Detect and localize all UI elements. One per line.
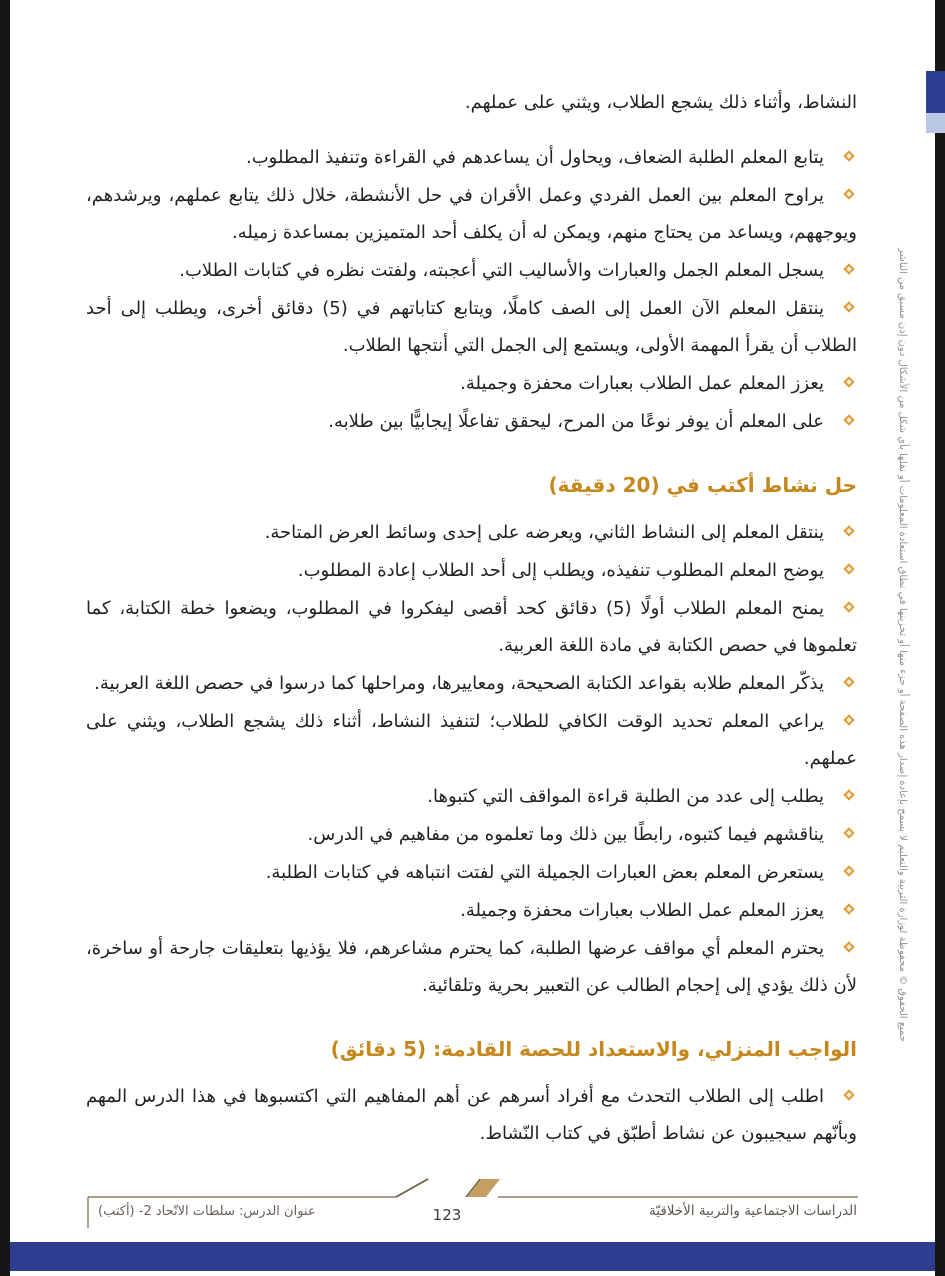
list-item: [86, 930, 857, 1004]
diamond-bullet-icon: [843, 525, 854, 536]
list-item-text: ينتقل المعلم إلى النشاط الثاني، ويعرضه على إحدى وسائط العرض المتاحة.: [264, 522, 824, 543]
list-item: [86, 665, 857, 702]
chapter-tab-light-blue: [926, 113, 945, 133]
list-item: [86, 139, 857, 176]
paragraph-continuation: النشاط، وأثناء ذلك يشجع الطلاب، ويثني على عملهم.: [464, 92, 857, 113]
list-item-text: يسجل المعلم الجمل والعبارات والأساليب التي أعجبته، ولفتت نظره في كتابات الطلاب.: [179, 260, 824, 281]
list-item-text: يوضح المعلم المطلوب تنفيذه، ويطلب إلى أحد الطلاب إعادة المطلوب.: [297, 560, 824, 581]
page-content: [86, 84, 857, 1153]
diamond-bullet-icon: [843, 714, 854, 725]
diamond-bullet-icon: [843, 601, 854, 612]
list-item-text: يراعي المعلم تحديد الوقت الكافي للطلاب؛ لتنفيذ النشاط، أثناء ذلك يشجع الطلاب، ويثني على عملهم.: [86, 711, 857, 769]
list-item-text: يتابع المعلم الطلبة الضعاف، ويحاول أن يساعدهم في القراءة وتنفيذ المطلوب.: [245, 147, 824, 168]
diamond-bullet-icon: [843, 789, 854, 800]
footer-lesson-title: عنوان الدرس: سلطات الاتّحاد 2- (أكتب): [98, 1204, 316, 1219]
list-item: [86, 252, 857, 289]
bullet-list-homework: [86, 1078, 857, 1152]
list-item-text: يستعرض المعلم بعض العبارات الجميلة التي لفتت انتباهه في كتابات الطلبة.: [265, 862, 824, 883]
list-item: [86, 552, 857, 589]
list-item: [86, 365, 857, 402]
bullet-list-reading-activity: [86, 139, 857, 440]
chapter-tab-dark-blue: [926, 71, 945, 113]
diamond-bullet-icon: [843, 188, 854, 199]
diamond-bullet-icon: [843, 263, 854, 274]
diamond-bullet-icon: [843, 301, 854, 312]
list-item-text: يطلب إلى عدد من الطلبة قراءة المواقف التي كتبوها.: [427, 786, 824, 807]
list-item: [86, 892, 857, 929]
list-item: [86, 778, 857, 815]
diamond-bullet-icon: [843, 1089, 854, 1100]
list-item-text: يمنح المعلم الطلاب أولًا (5) دقائق كحد أقصى ليفكروا في المطلوب، ويضعوا خطة الكتابة، كما تعلموها في حصص الكتابة في مادة اللغة العربية.: [86, 598, 857, 656]
list-item: [86, 590, 857, 664]
list-item-text: على المعلم أن يوفر نوعًا من المرح، ليحقق تفاعلًا إيجابيًّا بين طلابه.: [328, 411, 824, 432]
diamond-bullet-icon: [843, 941, 854, 952]
list-item-text: يذكّر المعلم طلابه بقواعد الكتابة الصحيحة، ومعاييرها، ومراحلها كما درسوا في حصص اللغة العربية.: [94, 673, 824, 694]
list-item: [86, 1078, 857, 1152]
footer-subject: الدراسات الاجتماعية والتربية الأخلاقيّة: [649, 1203, 857, 1219]
list-item: [86, 816, 857, 853]
diamond-bullet-icon: [843, 376, 854, 387]
footer-rule-graphic: [86, 1178, 860, 1236]
list-item-text: يراوح المعلم بين العمل الفردي وعمل الأقران في حل الأنشطة، خلال ذلك يتابع عملهم، ويرشدهم، ويوجههم، ويساعد من يحتاج منهم، ويمكن له أن يكلف أحد المتميزين بمساعدة زميله.: [86, 185, 857, 243]
list-item-text: يعزز المعلم عمل الطلاب بعبارات محفزة وجميلة.: [460, 373, 824, 394]
list-item-text: يناقشهم فيما كتبوه، رابطًا بين ذلك وما تعلموه من مفاهيم في الدرس.: [307, 824, 824, 845]
list-item-text: يحترم المعلم أي مواقف عرضها الطلبة، كما يحترم مشاعرهم، فلا يؤذيها بتعليقات جارحة أو ساخرة، لأن ذلك يؤدي إلى إحجام الطالب عن التعبير بحرية وتلقائية.: [86, 938, 857, 996]
section-heading-write-activity: حل نشاط أكتب في (20 دقيقة): [548, 473, 857, 497]
left-edge-bar: [0, 0, 10, 1276]
bottom-blue-bar: [10, 1242, 935, 1271]
diamond-bullet-icon: [843, 414, 854, 425]
bullet-list-write-activity: [86, 514, 857, 1004]
list-item-text: ينتقل المعلم الآن العمل إلى الصف كاملًا، ويتابع كتاباتهم في (5) دقائق أخرى، ويطلب إلى أحد الطلاب أن يقرأ المهمة الأولى، ويستمع إلى الجمل التي أنتجها الطلاب.: [86, 298, 857, 356]
diamond-bullet-icon: [843, 865, 854, 876]
list-item: [86, 854, 857, 891]
right-edge-bar: [935, 0, 945, 1276]
copyright-vertical-text: جميع الحقوق © محفوظة لوزارة التربية والتعليم لا يسمح بإعادة إصدار هذه الصفحة أو جزء منها أو تخزينها في نطاق استعادة المعلومات أو نقلها بأي شكل من الأشكال دون إذن مسبق من الناشر: [897, 247, 908, 1043]
list-item: [86, 290, 857, 364]
list-item: [86, 514, 857, 551]
list-item: [86, 703, 857, 777]
list-item-text: يعزز المعلم عمل الطلاب بعبارات محفزة وجميلة.: [460, 900, 824, 921]
list-item: [86, 403, 857, 440]
list-item: [86, 177, 857, 251]
section-heading-homework: الواجب المنزلي، والاستعداد للحصة القادمة: (5 دقائق): [330, 1037, 857, 1061]
diamond-bullet-icon: [843, 563, 854, 574]
diamond-bullet-icon: [843, 903, 854, 914]
page-number: 123: [432, 1206, 462, 1224]
diamond-bullet-icon: [843, 150, 854, 161]
diamond-bullet-icon: [843, 827, 854, 838]
diamond-bullet-icon: [843, 676, 854, 687]
list-item-text: اطلب إلى الطلاب التحدث مع أفراد أسرهم عن أهم المفاهيم التي اكتسبوها في هذا الدرس المهم وبأنّهم سيجيبون عن نشاط أطبّق في كتاب النّشاط.: [86, 1086, 857, 1144]
